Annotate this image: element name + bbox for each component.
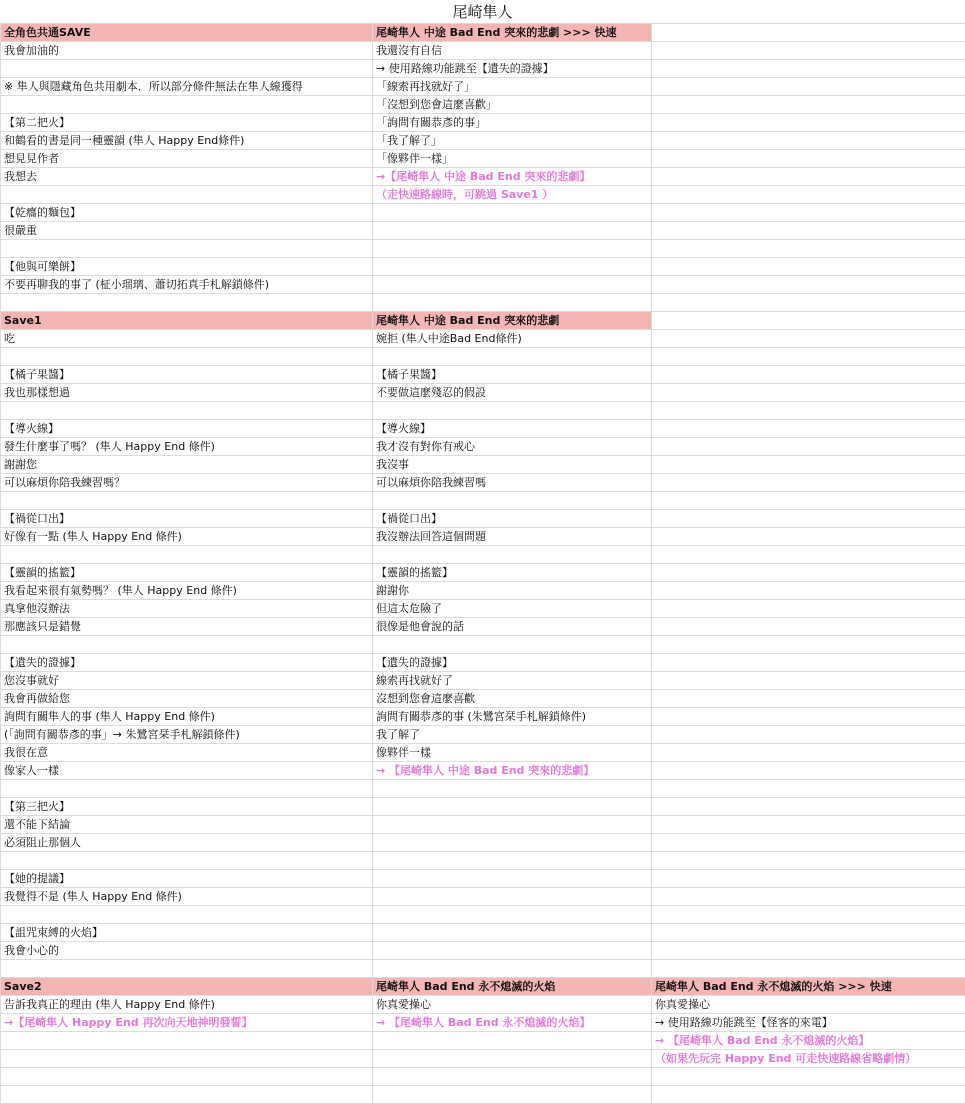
table-cell[interactable] [1,240,373,258]
table-row [1,888,965,906]
table-cell[interactable] [652,528,965,546]
table-cell[interactable] [652,258,965,276]
table-cell[interactable]: → 【尾崎隼人 Bad End 永不熄滅的火焰】 [652,1032,965,1050]
table-cell[interactable]: 還不能下結論 [1,816,373,834]
table-cell[interactable] [652,330,965,348]
table-cell[interactable] [652,384,965,402]
table-cell[interactable] [652,798,965,816]
table-cell[interactable]: 【禍從口出】 [1,510,373,528]
table-row [1,240,965,258]
table-cell[interactable] [652,204,965,222]
table-row [1,420,965,438]
table-cell[interactable]: 我會加油的 [1,42,373,60]
table-cell[interactable]: → 【尾崎隼人 Bad End 永不熄滅的火焰】 [373,1014,652,1032]
table-cell[interactable]: 【橘子果醬】 [373,366,652,384]
table-row [1,600,965,618]
table-row [1,204,965,222]
table-cell[interactable] [652,222,965,240]
table-cell[interactable]: 【遺失的證據】 [1,654,373,672]
table-cell[interactable]: 不要再聊我的事了 (柾小瑠璃、蕭切拓真手札解鎖條件) [1,276,373,294]
table-row [1,780,965,798]
table-cell[interactable]: 【遺失的證據】 [373,654,652,672]
table-cell[interactable] [373,906,652,924]
table-cell[interactable] [373,240,652,258]
table-cell[interactable]: 「沒想到您會這麼喜歡」 [373,96,652,114]
table-cell[interactable] [373,942,652,960]
table-cell[interactable]: 像家人一樣 [1,762,373,780]
table-row [1,492,965,510]
table-cell[interactable] [652,402,965,420]
table-cell[interactable] [652,942,965,960]
table-cell[interactable]: (「詢問有關恭彥的事」→ 朱鷺宮栞手札解鎖條件) [1,726,373,744]
table-cell[interactable] [652,456,965,474]
table-cell[interactable] [1,402,373,420]
table-cell[interactable] [373,402,652,420]
table-cell[interactable]: 我會小心的 [1,942,373,960]
table-row [1,870,965,888]
table-cell[interactable] [652,888,965,906]
table-cell[interactable]: 【第二把火】 [1,114,373,132]
table-cell[interactable]: 發生什麼事了嗎？ (隼人 Happy End 條件) [1,438,373,456]
table-cell[interactable]: 【她的提議】 [1,870,373,888]
table-row [1,348,965,366]
table-row [1,618,965,636]
table-cell[interactable] [652,582,965,600]
table-cell[interactable]: 可以麻煩你陪我練習嗎 [373,474,652,492]
table-row [1,564,965,582]
table-cell[interactable]: 【靈韻的搖籃】 [1,564,373,582]
table-cell[interactable] [652,492,965,510]
table-cell[interactable]: 必須阻止那個人 [1,834,373,852]
table-cell[interactable] [652,474,965,492]
table-cell[interactable] [1,780,373,798]
table-cell[interactable]: 告訴我真正的理由 (隼人 Happy End 條件) [1,996,373,1014]
table-cell[interactable] [373,636,652,654]
table-cell[interactable]: 我才沒有對你有戒心 [373,438,652,456]
table-cell[interactable] [1,1050,373,1068]
table-cell[interactable] [373,1032,652,1050]
table-row [1,150,965,168]
table-cell[interactable] [652,780,965,798]
table-cell[interactable] [1,636,373,654]
table-cell[interactable] [373,888,652,906]
table-row [1,816,965,834]
table-cell[interactable]: 「像夥伴一樣」 [373,150,652,168]
table-cell[interactable]: （走快速路線時，可跳過 Save1 ） [373,186,652,204]
table-cell[interactable]: 【他與可樂餅】 [1,258,373,276]
table-cell[interactable] [652,168,965,186]
table-row [1,1068,965,1086]
table-cell[interactable]: 很像是他會說的話 [373,618,652,636]
table-cell[interactable]: 我沒辦法回答這個問題 [373,528,652,546]
table-cell[interactable]: 我還沒有自信 [373,42,652,60]
table-cell[interactable] [652,132,965,150]
table-cell[interactable] [652,636,965,654]
table-row [1,1050,965,1068]
table-row [1,924,965,942]
table-cell[interactable] [373,1086,652,1104]
table-row [1,636,965,654]
table-cell[interactable] [652,600,965,618]
table-cell[interactable]: 尾崎隼人 中途 Bad End 突來的悲劇 [373,312,652,330]
table-cell[interactable] [652,96,965,114]
table-cell[interactable] [652,1086,965,1104]
table-cell[interactable] [1,852,373,870]
table-row [1,456,965,474]
table-row [1,168,965,186]
table-cell[interactable]: 【導火線】 [1,420,373,438]
table-cell[interactable] [652,708,965,726]
table-cell[interactable] [652,960,965,978]
table-row [1,762,965,780]
table-cell[interactable]: →【尾崎隼人 Happy End 再次向天地神明發誓】 [1,1014,373,1032]
table-cell[interactable] [652,726,965,744]
table-row [1,672,965,690]
table-cell[interactable]: 全角色共通SAVE [1,24,373,42]
table-cell[interactable] [373,348,652,366]
table-cell[interactable] [652,870,965,888]
table-cell[interactable] [652,348,965,366]
table-cell[interactable]: 【乾癟的麵包】 [1,204,373,222]
table-cell[interactable]: 我很在意 [1,744,373,762]
table-cell[interactable]: 【禍從口出】 [373,510,652,528]
table-cell[interactable]: 詢問有關恭彥的事 (朱鷺宮栞手札解鎖條件) [373,708,652,726]
table-cell[interactable] [1,96,373,114]
table-cell[interactable] [652,816,965,834]
table-row [1,42,965,60]
table-row [1,114,965,132]
table-cell[interactable]: ※ 隼人與隱藏角色共用劇本．所以部分條件無法在隼人線獲得 [1,78,373,96]
table-cell[interactable]: 您沒事就好 [1,672,373,690]
table-cell[interactable] [652,240,965,258]
table-cell[interactable] [1,294,373,312]
table-cell[interactable] [1,60,373,78]
table-cell[interactable]: 「線索再找就好了」 [373,78,652,96]
table-cell[interactable] [373,780,652,798]
table-cell[interactable] [652,24,965,42]
table-cell[interactable] [652,924,965,942]
table-cell[interactable]: 我也那樣想過 [1,384,373,402]
table-row [1,60,965,78]
table-cell[interactable]: 婉拒 (隼人中途Bad End條件) [373,330,652,348]
table-cell[interactable]: →【尾崎隼人 中途 Bad End 突來的悲劇】 [373,168,652,186]
table-cell[interactable] [373,798,652,816]
table-row [1,186,965,204]
table-cell[interactable]: 「詢問有關恭彥的事」 [373,114,652,132]
table-cell[interactable]: 謝謝你 [373,582,652,600]
table-cell[interactable] [1,1086,373,1104]
table-cell[interactable]: 很嚴重 [1,222,373,240]
table-cell[interactable] [373,294,652,312]
table-cell[interactable] [652,150,965,168]
table-row [1,744,965,762]
table-cell[interactable]: Save1 [1,312,373,330]
table-cell[interactable]: 線索再找就好了 [373,672,652,690]
table-cell[interactable] [652,366,965,384]
table-cell[interactable] [652,906,965,924]
table-cell[interactable] [373,546,652,564]
table-cell[interactable]: 我沒事 [373,456,652,474]
table-row [1,960,965,978]
table-cell[interactable]: 想見見作者 [1,150,373,168]
table-cell[interactable]: 【第三把火】 [1,798,373,816]
table-row [1,852,965,870]
table-cell[interactable] [652,618,965,636]
table-cell[interactable] [652,186,965,204]
table-row [1,438,965,456]
table-row [1,582,965,600]
table-row [1,402,965,420]
table-cell[interactable]: 我覺得不是 (隼人 Happy End 條件) [1,888,373,906]
table-cell[interactable]: 我想去 [1,168,373,186]
table-cell[interactable] [652,42,965,60]
table-cell[interactable] [373,852,652,870]
table-cell[interactable]: Save2 [1,978,373,996]
section-header-row [1,312,965,330]
table-cell[interactable] [652,510,965,528]
table-cell[interactable]: 我會再做給您 [1,690,373,708]
table-row [1,96,965,114]
table-cell[interactable] [652,672,965,690]
table-cell[interactable] [373,1050,652,1068]
table-cell[interactable] [652,78,965,96]
table-row [1,942,965,960]
table-cell[interactable] [1,960,373,978]
table-cell[interactable] [1,186,373,204]
table-row [1,528,965,546]
table-cell[interactable] [652,60,965,78]
table-cell[interactable] [652,276,965,294]
table-cell[interactable] [652,294,965,312]
table-cell[interactable] [652,438,965,456]
table-cell[interactable]: 我看起來很有氣勢嗎？ (隼人 Happy End 條件) [1,582,373,600]
table-row [1,798,965,816]
table-cell[interactable] [373,870,652,888]
table-cell[interactable]: 謝謝您 [1,456,373,474]
table-row [1,258,965,276]
table-row [1,1014,965,1032]
table-row [1,546,965,564]
table-row [1,654,965,672]
table-row [1,834,965,852]
table-row [1,474,965,492]
table-cell[interactable]: 尾崎隼人 中途 Bad End 突來的悲劇 >>> 快速 [373,24,652,42]
table-cell[interactable] [652,690,965,708]
table-cell[interactable] [373,276,652,294]
table-cell[interactable] [1,1068,373,1086]
table-cell[interactable] [373,834,652,852]
table-row [1,996,965,1014]
table-cell[interactable]: 你真愛操心 [373,996,652,1014]
table-cell[interactable]: 像夥伴一樣 [373,744,652,762]
table-cell[interactable]: 【導火線】 [373,420,652,438]
table-row [1,132,965,150]
table-cell[interactable] [652,546,965,564]
table-cell[interactable]: 【詛咒束縛的火焰】 [1,924,373,942]
table-row [1,906,965,924]
table-row [1,222,965,240]
table-cell[interactable]: 但這太危險了 [373,600,652,618]
walkthrough-table [0,24,965,1104]
table-cell[interactable] [373,492,652,510]
table-cell[interactable] [652,744,965,762]
table-cell[interactable] [373,258,652,276]
table-cell[interactable] [652,654,965,672]
table-row [1,78,965,96]
table-cell[interactable]: 【靈韻的搖籃】 [373,564,652,582]
table-cell[interactable]: 真拿他沒辦法 [1,600,373,618]
table-cell[interactable] [652,564,965,582]
table-cell[interactable]: 我了解了 [373,726,652,744]
table-row [1,294,965,312]
table-cell[interactable]: → 使用路線功能跳至【遺失的證據】 [373,60,652,78]
table-row [1,510,965,528]
table-cell[interactable]: 尾崎隼人 Bad End 永不熄滅的火焰 >>> 快速 [652,978,965,996]
table-cell[interactable] [1,1032,373,1050]
table-cell[interactable]: 【橘子果醬】 [1,366,373,384]
table-cell[interactable] [652,312,965,330]
table-cell[interactable]: 你真愛操心 [652,996,965,1014]
table-row [1,330,965,348]
table-cell[interactable] [652,852,965,870]
table-cell[interactable]: 詢問有關隼人的事 (隼人 Happy End 條件) [1,708,373,726]
table-cell[interactable]: 可以麻煩你陪我練習嗎？ [1,474,373,492]
table-row [1,276,965,294]
table-cell[interactable] [1,348,373,366]
table-cell[interactable]: （如果先玩完 Happy End 可走快速路線省略劇情） [652,1050,965,1068]
table-cell[interactable] [373,204,652,222]
table-cell[interactable] [652,420,965,438]
table-cell[interactable] [373,924,652,942]
table-cell[interactable]: → 【尾崎隼人 中途 Bad End 突來的悲劇】 [373,762,652,780]
table-cell[interactable]: 好像有一點 (隼人 Happy End 條件) [1,528,373,546]
table-row [1,1086,965,1104]
sheet-title: 尾崎隼人 [0,0,965,24]
table-row [1,384,965,402]
table-cell[interactable] [373,1068,652,1086]
table-row [1,1032,965,1050]
table-row [1,726,965,744]
section-header-row [1,24,965,42]
table-cell[interactable] [1,546,373,564]
table-cell[interactable] [652,1068,965,1086]
table-cell[interactable]: 吃 [1,330,373,348]
section-header-row [1,978,965,996]
table-cell[interactable]: 「我了解了」 [373,132,652,150]
table-cell[interactable]: 和鶴看的書是同一種靈韻 (隼人 Happy End條件) [1,132,373,150]
table-cell[interactable] [1,906,373,924]
table-row [1,708,965,726]
table-cell[interactable]: 沒想到您會這麼喜歡 [373,690,652,708]
table-cell[interactable]: 尾崎隼人 Bad End 永不熄滅的火焰 [373,978,652,996]
table-cell[interactable] [652,834,965,852]
table-row [1,366,965,384]
table-cell[interactable] [373,222,652,240]
table-cell[interactable]: 那應該只是錯覺 [1,618,373,636]
table-cell[interactable] [652,762,965,780]
table-cell[interactable] [373,816,652,834]
table-body [1,24,965,1104]
table-cell[interactable] [1,492,373,510]
table-cell[interactable]: 不要做這麼殘忍的假設 [373,384,652,402]
table-cell[interactable]: → 使用路線功能跳至【怪客的來電】 [652,1014,965,1032]
table-cell[interactable] [373,960,652,978]
table-cell[interactable] [652,114,965,132]
table-row [1,690,965,708]
